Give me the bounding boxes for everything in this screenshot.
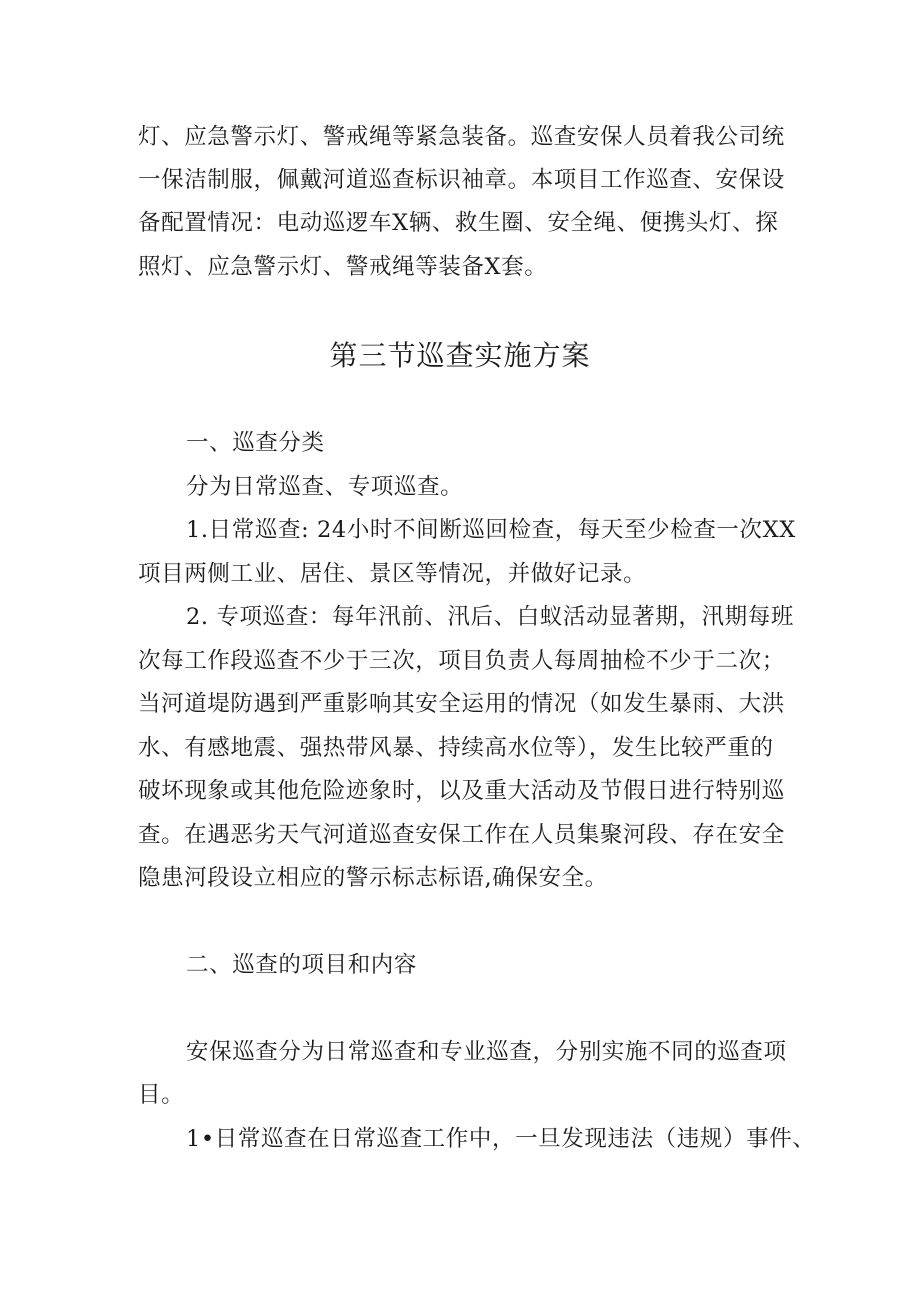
part1-heading: 一、巡查分类 <box>186 430 325 456</box>
intro-line-3: 备配置情况：电动巡逻车X辆、救生圈、安全绳、便携头灯、探 <box>138 210 779 236</box>
part2-item1-line-1: 1•日常巡查在日常巡查工作中，一旦发现违法（违规）事件、 <box>186 1126 816 1152</box>
part1-item2-line-3: 当河道堤防遇到严重影响其安全运用的情况（如发生暴雨、大洪 <box>138 691 785 717</box>
intro-line-1: 灯、应急警示灯、警戒绳等紧急装备。巡查安保人员着我公司统 <box>138 124 785 150</box>
part1-item2-line-1: 2. 专项巡查：每年汛前、汛后、白蚁活动显著期，汛期每班 <box>186 604 794 630</box>
section-title: 第三节巡查实施方案 <box>329 339 591 372</box>
part1-item1-line-1: 1.日常巡查: 24小时不间断巡回检查，每天至少检查一次XX <box>186 517 796 543</box>
intro-line-2: 一保洁制服，佩戴河道巡查标识袖章。本项目工作巡查、安保设 <box>138 167 785 193</box>
part2-para-line-2: 目。 <box>138 1082 185 1108</box>
part1-item2-line-5: 破坏现象或其他危险迹象时，以及重大活动及节假日进行特别巡 <box>138 778 785 804</box>
part1-item1-line-2: 项目两侧工业、居住、景区等情况，并做好记录。 <box>138 561 647 587</box>
part2-heading: 二、巡查的项目和内容 <box>186 952 418 978</box>
part2-para-line-1: 安保巡查分为日常巡查和专业巡查，分别实施不同的巡查项 <box>186 1039 787 1065</box>
part1-item2-line-7: 隐患河段设立相应的警示标志标语,确保安全。 <box>138 865 608 891</box>
part1-item2-line-4: 水、有感地震、强热带风暴、持续高水位等），发生比较严重的 <box>138 735 774 761</box>
intro-line-4: 照灯、应急警示灯、警戒绳等装备X套。 <box>138 254 548 280</box>
part1-summary: 分为日常巡查、专项巡查。 <box>186 474 464 500</box>
part1-item2-line-6: 查。在遇恶劣天气河道巡查安保工作在人员集聚河段、存在安全 <box>138 822 785 848</box>
part1-item2-line-2: 次每工作段巡查不少于三次，项目负责人每周抽检不少于二次； <box>138 648 785 674</box>
